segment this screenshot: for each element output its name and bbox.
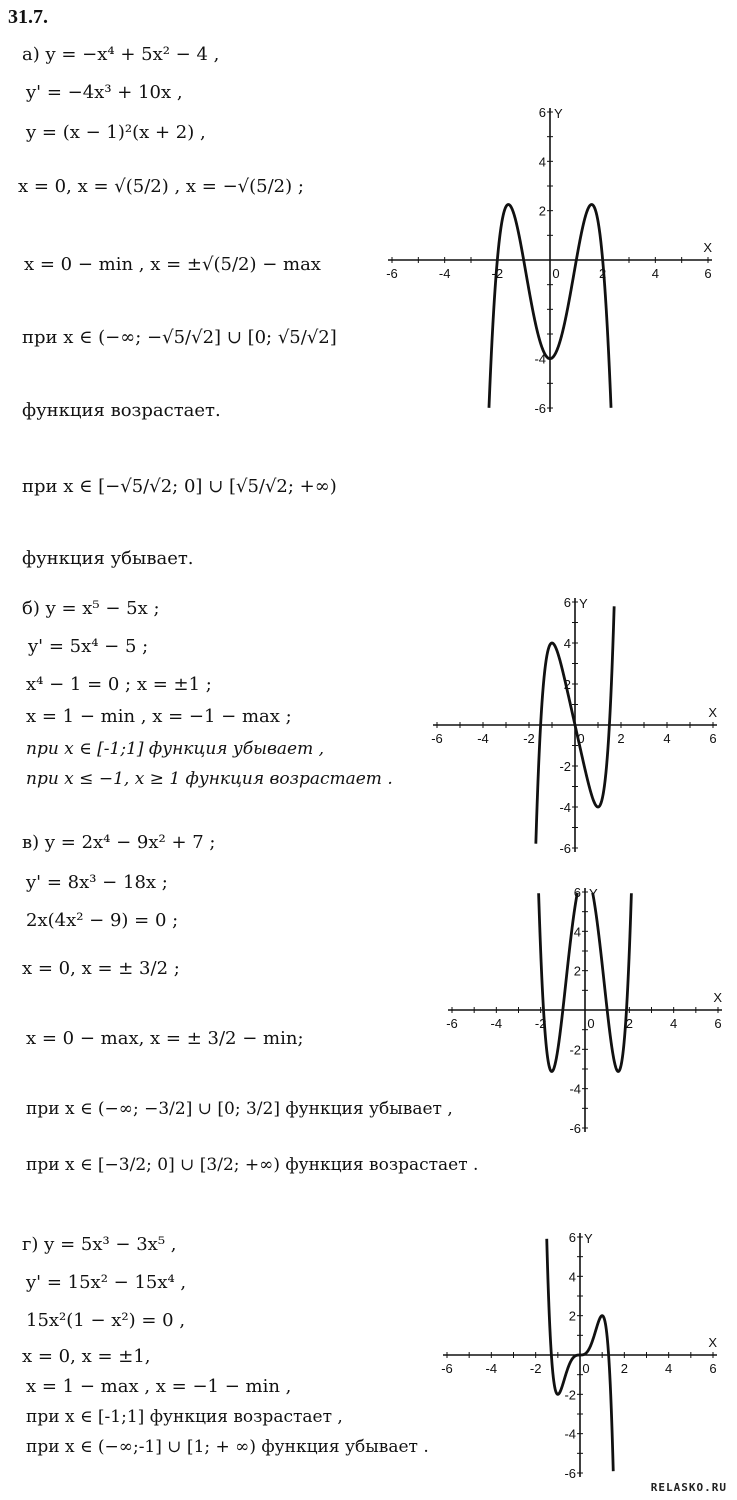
x-tick-label: 0 [577,731,585,746]
y-tick-label: -2 [559,759,571,774]
x-tick-label: -4 [438,266,451,281]
y-tick-label: 2 [568,1308,576,1324]
x-tick-label: -4 [477,731,489,746]
x-tick-label: 4 [665,1361,673,1376]
graph-g [435,1225,725,1485]
x-tick-label: 2 [617,731,625,746]
part-g-line-2: y' = 15x² − 15x⁴ , [26,1272,187,1293]
y-axis-label: Y [554,106,563,121]
y-tick-label: -2 [564,1387,576,1403]
x-tick-label: -2 [523,731,535,746]
x-tick-label: 0 [587,1016,595,1031]
y-tick-label: 2 [538,203,546,219]
part-a-line-2: y' = −4x³ + 10x , [26,82,183,103]
part-a-line-7: функция возрастает. [22,400,221,421]
part-g-line-4: x = 0, x = ±1, [22,1346,151,1367]
x-tick-label: -4 [490,1016,503,1031]
x-tick-label: 6 [714,1016,722,1031]
part-a-line-4: x = 0, x = √(5/2) , x = −√(5/2) ; [18,176,304,197]
y-tick-label: -4 [569,1081,581,1097]
y-tick-label: 6 [563,595,571,610]
y-tick-label: 2 [573,963,581,979]
part-a-line-5: x = 0 − min , x = ±√(5/2) − max [24,254,321,275]
x-tick-label: -2 [534,1016,547,1031]
y-tick-label: -4 [564,1426,576,1442]
x-tick-label: -4 [485,1361,498,1376]
y-tick-label: 2 [563,677,571,692]
part-a-line-3: y = (x − 1)²(x + 2) , [26,122,206,143]
watermark: RELASKO.RU [650,1481,727,1494]
x-tick-label: -6 [441,1361,453,1376]
part-a-line-8: при x ∈ [−√5/√2; 0] ∪ [√5/√2; +∞) [22,476,337,497]
part-b-line-4: x = 1 − min , x = −1 − max ; [26,706,292,727]
part-g-line-3: 15x²(1 − x²) = 0 , [26,1310,186,1331]
x-tick-label: -2 [491,266,504,281]
x-axis-label: X [703,240,712,255]
y-tick-label: -6 [564,1466,576,1481]
part-v-line-3: 2x(4x² − 9) = 0 ; [26,910,179,931]
part-g-line-1: г) y = 5x³ − 3x⁵ , [22,1234,177,1255]
x-tick-label: 2 [620,1361,628,1376]
y-axis-label: Y [589,886,598,901]
part-b-line-3: x⁴ − 1 = 0 ; x = ±1 ; [26,674,212,695]
y-tick-label: 4 [568,1269,576,1285]
x-tick-label: -2 [529,1361,542,1376]
part-g-line-6: при x ∈ [-1;1] функция возрастает , [26,1407,343,1427]
y-tick-label: -4 [559,800,571,815]
y-tick-label: 6 [568,1230,576,1245]
y-axis-label: Y [584,1231,593,1246]
y-tick-label: -6 [534,401,546,416]
y-tick-label: 4 [563,636,571,651]
y-tick-label: -2 [569,1042,581,1058]
part-b-line-5: при x ∈ [-1;1] функция убывает , [26,739,325,759]
part-v-line-6: при x ∈ (−∞; −3/2] ∪ [0; 3/2] функция убывает , [26,1099,453,1119]
part-a-line-9: функция убывает. [22,548,194,569]
y-axis-label: Y [579,596,588,611]
x-tick-label: 2 [599,266,607,281]
x-tick-label: -6 [431,731,443,746]
x-tick-label: -6 [386,266,398,281]
x-tick-label: -6 [446,1016,458,1031]
x-tick-label: 0 [582,1361,590,1376]
problem-number: 31.7. [8,6,48,28]
part-v-line-2: y' = 8x³ − 18x ; [26,872,168,893]
x-tick-label: 4 [663,731,671,746]
part-v-line-5: x = 0 − max, x = ± 3/2 − min; [26,1028,304,1049]
part-v-line-7: при x ∈ [−3/2; 0] ∪ [3/2; +∞) функция возрастает . [26,1155,479,1175]
x-tick-label: 6 [704,266,712,281]
y-tick-label: 4 [538,154,546,170]
part-a-line-1: а) y = −x⁴ + 5x² − 4 , [22,44,220,65]
y-tick-label: -6 [559,841,571,856]
graph-a [380,100,720,420]
part-v-line-1: в) y = 2x⁴ − 9x² + 7 ; [22,832,216,853]
y-tick-label: -6 [569,1121,581,1136]
x-axis-label: X [708,1335,717,1350]
y-tick-label: 4 [573,924,581,940]
x-tick-label: 4 [670,1016,678,1031]
graph-b [425,590,725,860]
part-g-line-7: при x ∈ (−∞;-1] ∪ [1; + ∞) функция убывает . [26,1437,429,1457]
part-g-line-5: x = 1 − max , x = −1 − min , [26,1376,292,1397]
y-tick-label: 6 [573,885,581,900]
graph-v [440,880,730,1140]
y-tick-label: 6 [538,105,546,120]
x-tick-label: 6 [709,1361,717,1376]
part-b-line-2: y' = 5x⁴ − 5 ; [28,636,149,657]
part-b-line-6: при x ≤ −1, x ≥ 1 функция возрастает . [26,769,393,789]
x-tick-label: 0 [552,266,560,281]
x-tick-label: 6 [709,731,717,746]
part-v-line-4: x = 0, x = ± 3/2 ; [22,958,180,979]
part-a-line-6: при x ∈ (−∞; −√5/√2] ∪ [0; √5/√2] [22,327,337,348]
x-tick-label: 4 [651,266,659,281]
part-b-line-1: б) y = x⁵ − 5x ; [22,598,160,619]
x-axis-label: X [713,990,722,1005]
x-axis-label: X [708,705,717,720]
y-tick-label: -4 [534,351,546,367]
x-tick-label: 2 [625,1016,633,1031]
